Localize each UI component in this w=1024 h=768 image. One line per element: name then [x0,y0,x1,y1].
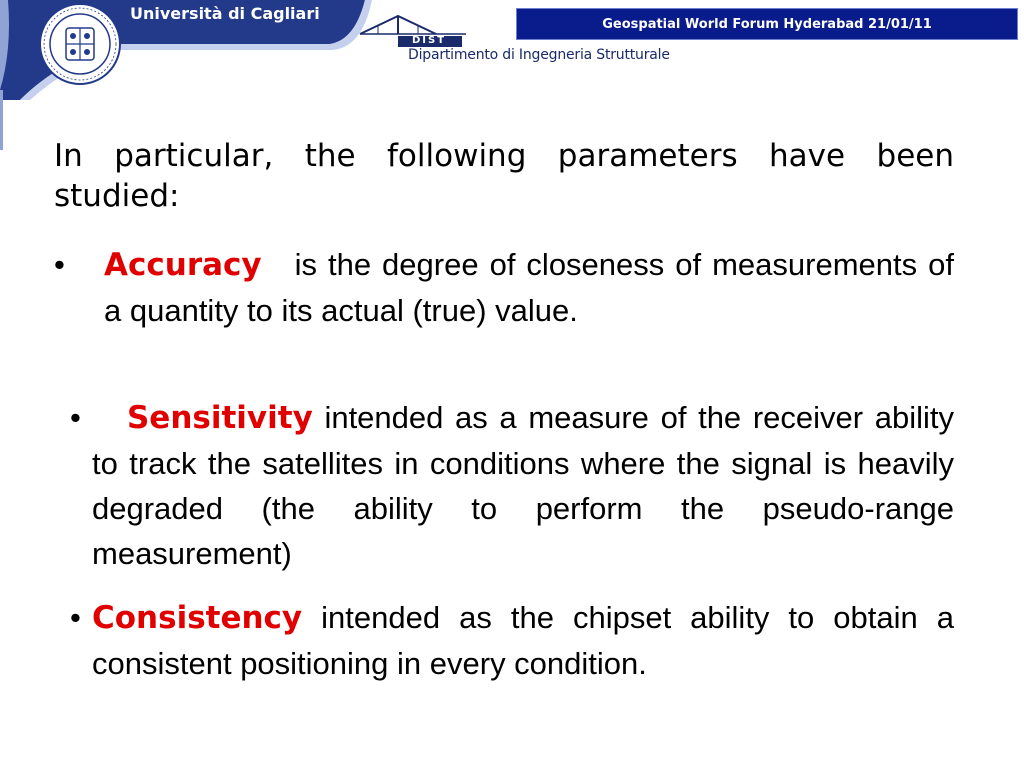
bullet-marker: • [70,600,81,635]
bullet-text [92,595,954,686]
bullet-text [92,395,954,576]
forum-label: Geospatial World Forum Hyderabad 21/01/11 [602,16,932,32]
bullet-text [104,242,954,333]
term-sensitivity: Sensitivity [126,400,313,436]
bullet-marker: • [70,400,81,435]
intro-paragraph: In particular, the following parameters have been studied: [54,138,954,214]
left-accent-rule [0,90,3,150]
bullet-marker: • [54,247,65,282]
definition-sensitivity: intended as a measure of the receiver ability to track the satellites in conditions where the signal is heavily degraded (the ability to perform the pseudo-range measurement) [92,400,954,571]
university-name: Università di Cagliari [130,4,320,23]
slide-header [0,0,1024,100]
university-seal-icon [38,2,122,86]
definition-consistency: intended as the chipset ability to obtain a consistent positioning in every condition. [92,600,954,681]
department-name: Dipartimento di Ingegneria Strutturale [408,47,670,63]
forum-banner [516,8,1018,40]
term-accuracy: Accuracy [104,247,262,283]
term-consistency: Consistency [92,600,303,636]
dist-logo-text: DIST [412,35,447,46]
definition-accuracy: is the degree of closeness of measurements of a quantity to its actual (true) value. [104,247,954,328]
